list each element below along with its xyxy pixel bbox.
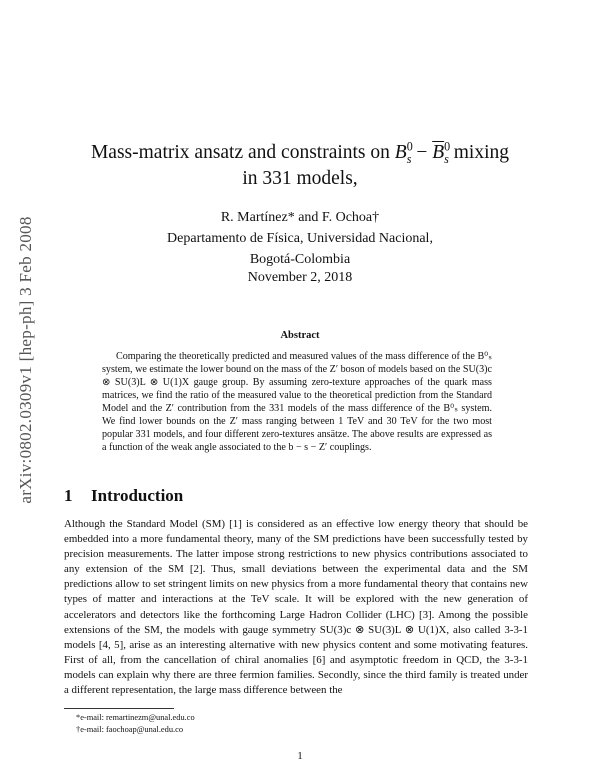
abstract-text: Comparing the theoretically predicted and measured values of the mass difference of the B⁰ₛ system, we estimate the lower bound on the mass of the Z′ boson of models based on the SU(3)c ⊗ SU(3)L ⊗ U(1)X gauge group. By assuming zero-texture approaches of the quark mass matrices, we find the ratio of the measured value to the theoretical prediction from the Standard Model and the Z′ contribution from the 331 models of the mass difference of the B⁰ₛ system. We find lower bounds on the Z′ mass ranging between 1 TeV and 30 TeV for the two most popular 331 models, and four different zero-textures ansätze. The above results are expressed as a function of the weak angle associated to the b − s − Z′ couplings. <box>102 351 492 453</box>
title-text-2: in 331 models, <box>242 168 358 189</box>
section-heading <box>64 486 183 506</box>
title-text-1: Mass-matrix ansatz and constraints on <box>90 142 390 163</box>
title-b-symbol: B <box>394 142 407 163</box>
title-sub-2: s <box>444 151 449 166</box>
author-block <box>60 207 540 270</box>
title-mixing: mixing <box>448 142 510 163</box>
section-title: Introduction <box>91 486 184 505</box>
footnote-rule <box>64 708 174 709</box>
section-body: Although the Standard Model (SM) [1] is considered as an effective low energy theory that should be embedded into a more fundamental theory, many of the SM predictions have been successfully tested by precision measurements. The latter impose strong restrictions to new physics contributions associated to any extension of the SM [2]. Thus, small deviations between the experimental data and the SM predictions allow to set stringent limits on new physics from a more fundamental theory that contains new types of matter and interactions at the TeV scale. It will be explored with the new generation of accelerators and detectors like the forthcoming Large Hadron Collider (LHC) [3]. Among the possible extensions of the SM, the models with gauge symmetry SU(3)c ⊗ SU(3)L ⊗ U(1)X, also called 3-3-1 models [4, 5], arise as an interesting alternative with new physics content and some motivating features. First of all, from the cancellation of chiral anomalies [6] and asymptotic freedom in QCD, the 3-3-1 models can explain why there are three fermion families. Secondly, since the third family is treated under a different representation, the large mass difference between the <box>64 518 528 697</box>
paper-title <box>60 140 540 192</box>
paper-date: November 2, 2018 <box>247 270 353 285</box>
footnote-1: *e-mail: remartinezm@unal.edu.co <box>76 713 195 722</box>
title-bbar-symbol: $\overline{B}$ <box>432 142 445 163</box>
affiliation-line-2: Bogotá-Colombia <box>249 252 351 267</box>
abstract-heading: Abstract <box>280 330 320 341</box>
page-number: 1 <box>297 750 303 762</box>
arxiv-identifier <box>8 170 44 550</box>
title-minus: − <box>411 142 433 163</box>
arxiv-id-text: arXiv:0802.0309v1 [hep-ph] 3 Feb 2008 <box>16 216 35 504</box>
author-names: R. Martínez* and F. Ochoa† <box>220 210 380 225</box>
footnote-2: †e-mail: faochoap@unal.edu.co <box>76 725 184 734</box>
section-number: 1 <box>64 486 73 505</box>
affiliation-line-1: Departamento de Física, Universidad Nacional, <box>167 231 433 246</box>
title-sup-2: 0 <box>444 139 451 154</box>
title-sup: 0 <box>406 139 413 154</box>
title-sub: s <box>406 151 412 166</box>
